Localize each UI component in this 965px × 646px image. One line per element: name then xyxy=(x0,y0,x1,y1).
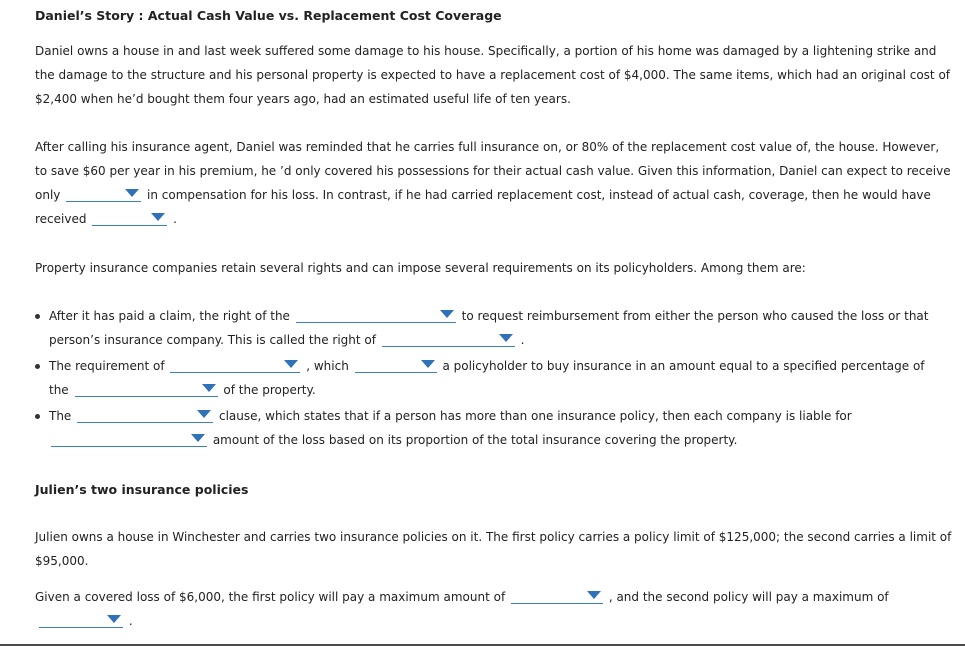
daniel-paragraph-2 xyxy=(35,135,955,231)
bullet-3-text-a: The xyxy=(49,409,72,423)
daniel-paragraph-2-text-a: After calling his insurance agent, Daniel was reminded that he carries full insurance on, or 80% of the replacement cost value of, the house. However, to save $60 per year in his premium, he ’d only covered his possessions for their actual cash value. Given this information, Daniel can expect to receive only xyxy=(35,140,951,202)
bullet-2-text-c: a policyholder to buy insurance in an amount equal to a specified percentage of the xyxy=(49,359,925,397)
bullet-2-text-b: , which xyxy=(306,359,349,373)
bullet-1-text-b: to request reimbursement from either the person who caused the loss or that person’s insurance company. This is called the right of xyxy=(49,309,929,347)
right-holder-dropdown[interactable] xyxy=(296,308,456,323)
bullet-dot-icon xyxy=(35,364,40,369)
section-title-daniel: Daniel’s Story : Actual Cash Value vs. Replacement Cost Coverage xyxy=(35,8,502,23)
bullet-2-text-a: The requirement of xyxy=(49,359,165,373)
section-title-julien: Julien’s two insurance policies xyxy=(35,482,249,497)
acv-compensation-dropdown[interactable] xyxy=(66,187,141,202)
julien-paragraph-2-text-c: . xyxy=(128,614,133,628)
daniel-paragraph-2-text-c: . xyxy=(173,212,177,226)
rights-intro-paragraph: Property insurance companies retain several rights and can impose several requirements on its policyholders. Among them are: xyxy=(35,261,806,275)
bullet-3-text-b: clause, which states that if a person has more than one insurance policy, then each company is liable for xyxy=(218,409,852,423)
first-policy-amount-dropdown[interactable] xyxy=(511,589,603,604)
replacement-cost-compensation-dropdown[interactable] xyxy=(92,211,167,226)
liability-amount-dropdown[interactable] xyxy=(51,432,207,447)
second-policy-amount-dropdown[interactable] xyxy=(39,613,123,628)
dropdown-arrow-icon xyxy=(284,360,298,368)
bullet-dot-icon xyxy=(35,314,40,319)
requirement-name-dropdown[interactable] xyxy=(170,358,300,373)
list-item xyxy=(35,404,945,452)
clause-name-dropdown[interactable] xyxy=(77,408,213,423)
dropdown-arrow-icon xyxy=(191,434,205,442)
bullet-2-text-d: of the property. xyxy=(223,383,316,397)
dropdown-arrow-icon xyxy=(125,189,139,197)
dropdown-arrow-icon xyxy=(440,310,454,318)
bullet-3-text-c: amount of the loss based on its proportion of the total insurance covering the property. xyxy=(212,433,738,447)
list-item xyxy=(35,304,945,352)
requirement-verb-dropdown[interactable] xyxy=(355,358,437,373)
dropdown-arrow-icon xyxy=(197,410,211,418)
julien-paragraph-1: Julien owns a house in Winchester and carries two insurance policies on it. The first policy carries a policy limit of $125,000; the second carries a limit of $95,000. xyxy=(35,530,952,568)
daniel-paragraph-2-text-b: in compensation for his loss. In contrast, if he had carried replacement cost, instead of actual cash, coverage, then he would have received xyxy=(35,188,931,226)
dropdown-arrow-icon xyxy=(151,213,165,221)
julien-paragraph-2 xyxy=(35,585,889,633)
dropdown-arrow-icon xyxy=(421,360,435,368)
julien-paragraph-2-text-a: Given a covered loss of $6,000, the first policy will pay a maximum amount of xyxy=(35,590,506,604)
property-value-dropdown[interactable] xyxy=(75,382,218,397)
daniel-paragraph-1: Daniel owns a house in and last week suffered some damage to his house. Specifically, a portion of his home was damaged by a lightening strike and the damage to the structure and his personal property is expected to have a replacement cost of $4,000. The same items, which had an original cost of $2,400 when he’d bought them four years ago, had an estimated useful life of ten years. xyxy=(35,44,951,106)
dropdown-arrow-icon xyxy=(202,384,216,392)
bullet-dot-icon xyxy=(35,414,40,419)
list-item xyxy=(35,354,945,402)
right-name-dropdown[interactable] xyxy=(382,332,515,347)
rights-list xyxy=(35,304,945,452)
bullet-1-text-c: . xyxy=(520,333,525,347)
julien-paragraph-2-text-b: , and the second policy will pay a maximum of xyxy=(608,590,889,604)
dropdown-arrow-icon xyxy=(499,334,513,342)
dropdown-arrow-icon xyxy=(107,615,121,623)
dropdown-arrow-icon xyxy=(587,591,601,599)
bullet-1-text-a: After it has paid a claim, the right of the xyxy=(49,309,290,323)
